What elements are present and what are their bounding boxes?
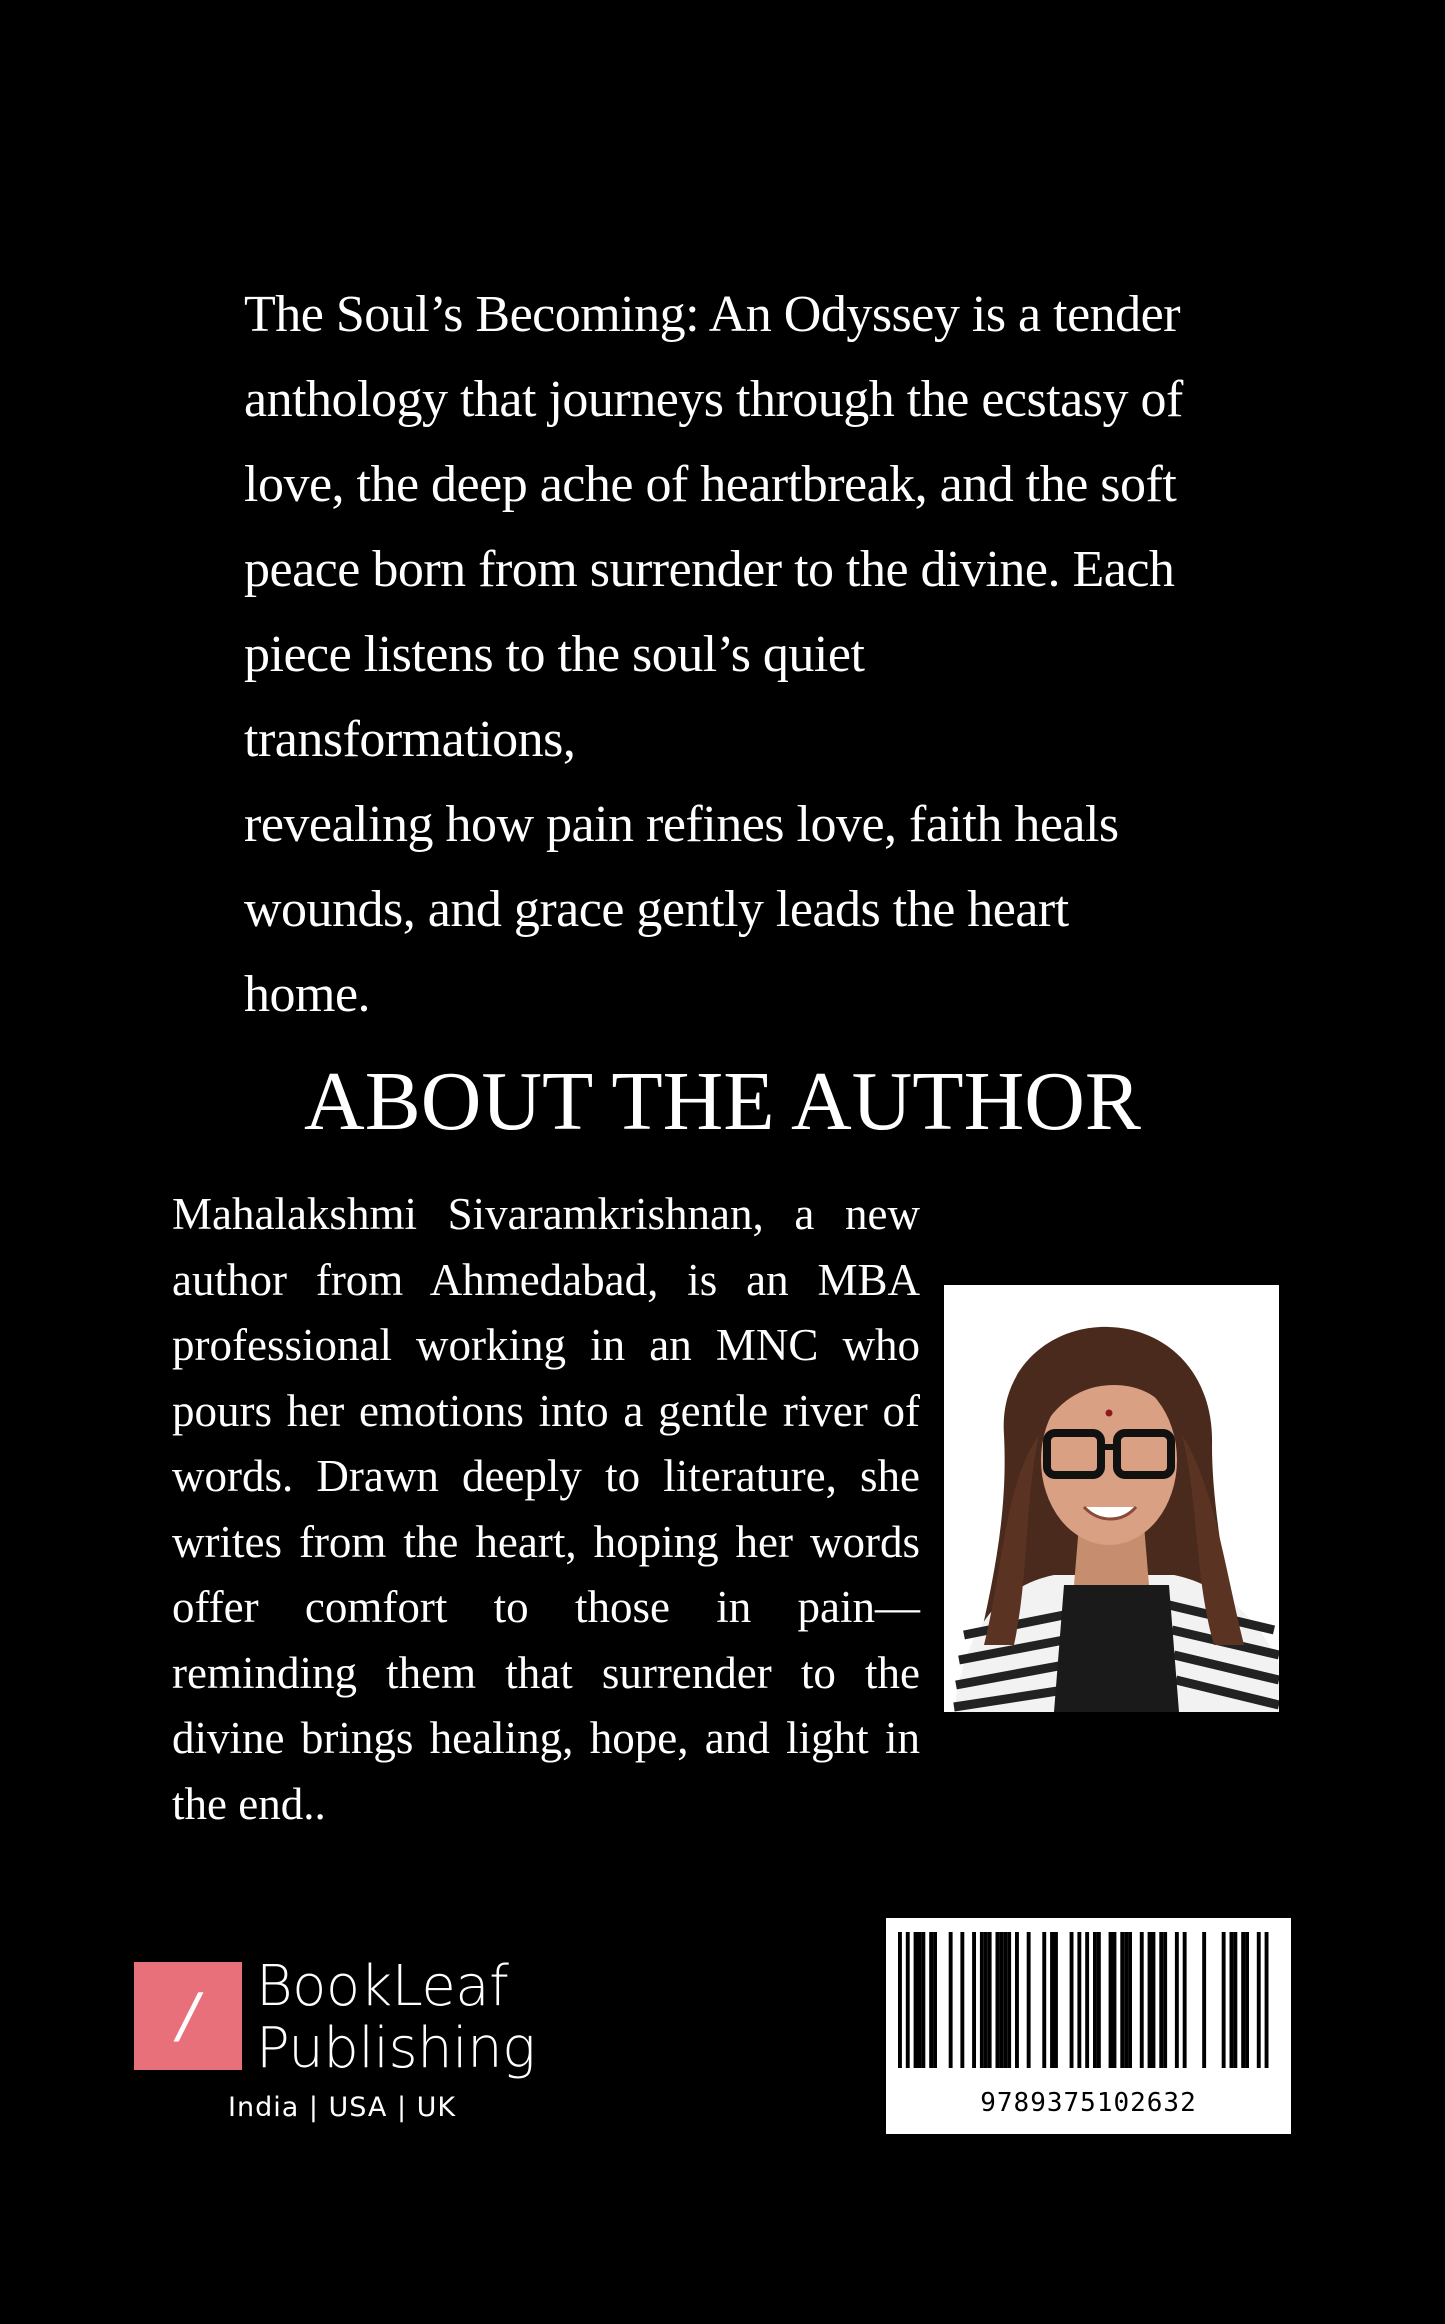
barcode-bar xyxy=(1245,1932,1249,2068)
barcode-bars xyxy=(886,1918,1291,2086)
barcode-bar xyxy=(972,1932,976,2068)
publisher-name xyxy=(256,1956,535,2080)
barcode-bar xyxy=(1233,1932,1237,2068)
barcode-bar xyxy=(1257,1932,1261,2068)
publisher-logo xyxy=(134,1954,554,2132)
barcode-bar xyxy=(1007,1932,1011,2068)
barcode-bar xyxy=(1124,1932,1128,2068)
barcode-bar xyxy=(1015,1932,1019,2068)
barcode-bar xyxy=(1027,1932,1031,2068)
barcode-bar xyxy=(1175,1932,1179,2068)
author-bio: Mahalakshmi Sivaramkrishnan, a new author from Ahmedabad, is an MBA professional working in an MNC who pours her emotions into a gentle river of words. Drawn deeply to literature, she writes from the heart, hoping her words offer comfort to those in pain—reminding them that surrender to the divine brings healing, hope, and light in the end.. xyxy=(172,1189,920,1829)
publisher-mark-slash: / xyxy=(177,1981,199,2051)
isbn-number: 9789375102632 xyxy=(980,2088,1197,2118)
barcode-bar xyxy=(999,1932,1003,2068)
barcode-bar xyxy=(988,1932,992,2068)
back-cover-blurb: The Soul’s Becoming: An Odyssey is a tender anthology that journeys through the ecstasy of love, the deep ache of heartbreak, and the soft peace born from surrender to the divine. Each piece listens to the soul’s quiet transformations, revealing how pain refines love, faith heals wounds, and grace gently leads the heart home. xyxy=(244,286,1183,1023)
barcode-bar xyxy=(929,1932,933,2068)
publisher-name-line1: BookLeaf xyxy=(256,1954,509,2019)
barcode-bar xyxy=(1070,1932,1074,2068)
barcode-bar xyxy=(1109,1932,1113,2068)
publisher-regions: India | USA | UK xyxy=(228,2092,457,2123)
barcode-bar xyxy=(906,1932,910,2068)
barcode-bar xyxy=(918,1932,922,2068)
barcode-bar xyxy=(1159,1932,1163,2068)
barcode-bar xyxy=(980,1932,984,2068)
barcode-bar xyxy=(1054,1932,1058,2068)
barcode-bar xyxy=(1152,1932,1156,2068)
barcode-bar xyxy=(1241,1932,1245,2068)
barcode-bar xyxy=(1128,1932,1132,2068)
barcode-bar xyxy=(1077,1932,1081,2068)
barcode-bar xyxy=(921,1932,925,2068)
barcode-bar xyxy=(949,1932,953,2068)
barcode-bar xyxy=(1085,1932,1089,2068)
isbn-barcode xyxy=(886,1918,1291,2134)
barcode-bar xyxy=(1050,1932,1054,2068)
barcode-bar xyxy=(1042,1932,1046,2068)
author-photo xyxy=(944,1285,1279,1712)
barcode-bar xyxy=(984,1932,988,2068)
barcode-bar xyxy=(898,1932,902,2068)
barcode-bar xyxy=(1003,1932,1007,2068)
barcode-bar xyxy=(1097,1932,1101,2068)
about-the-author-heading: ABOUT THE AUTHOR xyxy=(304,1055,1141,1148)
barcode-bar xyxy=(1148,1932,1152,2068)
barcode-bar xyxy=(1093,1932,1097,2068)
barcode-bar xyxy=(996,1932,1000,2068)
publisher-mark-icon xyxy=(134,1962,242,2070)
barcode-bar xyxy=(960,1932,964,2068)
barcode-bar xyxy=(1230,1932,1234,2068)
barcode-bar xyxy=(1183,1932,1187,2068)
barcode-bar xyxy=(1265,1932,1269,2068)
barcode-bar xyxy=(1113,1932,1117,2068)
barcode-bar xyxy=(1202,1932,1206,2068)
barcode-bar xyxy=(1140,1932,1144,2068)
barcode-bar xyxy=(1222,1932,1226,2068)
barcode-bar xyxy=(1163,1932,1167,2068)
barcode-bar xyxy=(933,1932,937,2068)
publisher-name-line2: Publishing xyxy=(256,2016,536,2081)
barcode-bar xyxy=(914,1932,918,2068)
barcode-bar xyxy=(1120,1932,1124,2068)
